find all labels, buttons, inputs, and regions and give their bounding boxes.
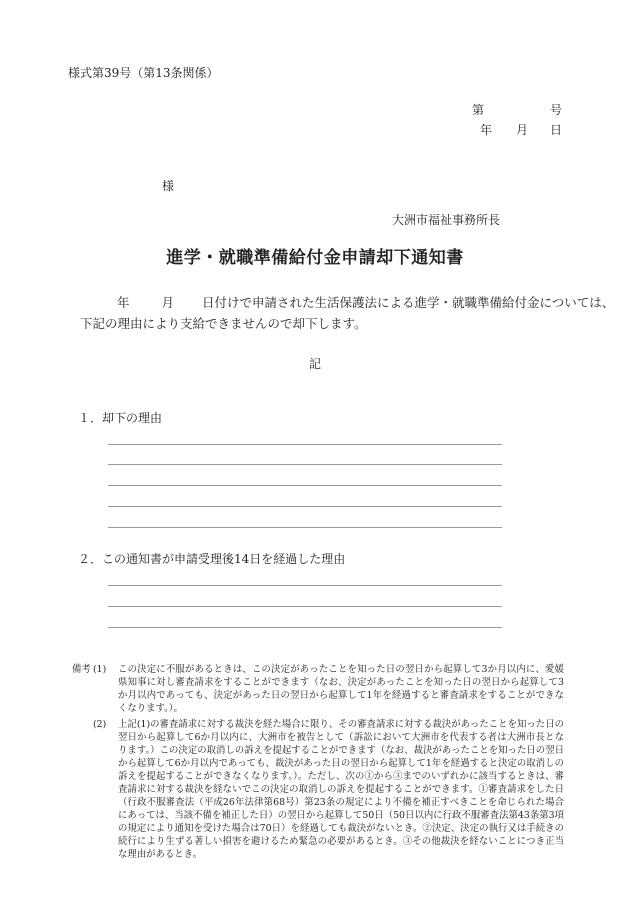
note-2 xyxy=(72,718,564,861)
note-1-text: この決定に不服があるときは、この決定があったことを知った日の翌日から起算して3か月以内に、愛媛県知事に対し審査請求をすることができます（なお、決定があったことを知った日の翌日から起算して3か月以内であっても、決定があった日の翌日から起算して1年を経過すると審査請求をすることができなくなります。）。 xyxy=(118,664,564,714)
reason-line xyxy=(108,485,502,486)
date-day: 日 xyxy=(550,123,563,137)
body-line-1 xyxy=(117,293,614,311)
date-year: 年 xyxy=(480,123,493,137)
form-number: 様式第39号（第13条関係） xyxy=(68,66,219,80)
notes-section xyxy=(72,663,564,861)
body-line1-rest: 日付けで申請された生活保護法による進学・就職準備給付金については、 xyxy=(202,295,615,310)
document-title: 進学・就職準備給付金申請却下通知書 xyxy=(166,248,464,268)
section-2-heading: ２．この通知書が申請受理後14日を経過した理由 xyxy=(78,552,346,566)
addressee: 様 xyxy=(162,179,175,193)
section-1-heading: １．却下の理由 xyxy=(78,411,163,425)
ki-heading: 記 xyxy=(308,357,321,371)
note-2-mark: (2) xyxy=(93,719,107,730)
delay-reason-line xyxy=(108,606,502,607)
note-1-mark: (1) xyxy=(93,664,107,675)
note-1 xyxy=(72,663,564,715)
delay-reason-line xyxy=(108,585,502,586)
delay-reason-line xyxy=(108,627,502,628)
body-month: 月 xyxy=(161,295,175,310)
doc-number-suffix: 号 xyxy=(550,103,563,117)
reason-line xyxy=(108,506,502,507)
doc-number-prefix: 第 xyxy=(472,103,485,117)
reason-line xyxy=(108,444,502,445)
body-year: 年 xyxy=(117,295,130,310)
reason-line xyxy=(108,527,502,528)
issuer: 大洲市福祉事務所長 xyxy=(391,213,500,227)
date-month: 月 xyxy=(516,123,529,137)
reason-line xyxy=(108,464,502,465)
note-2-text: 上記(1)の審査請求に対する裁決を経た場合に限り、その審査請求に対する裁決があったことを知った日の翌日から起算して6か月以内に、大洲市を被告として（訴訟において大洲市を代表する者は大洲市長となります。）この決定の取消しの訴えを提起することができます（なお、裁決があったことを知った日の翌日から起算して6か月以内であっても、裁決があった日の翌日から起算して1年を経過すると決定の取消しの訴えを提起することができなくなります。）。ただし、次の①から③までのいずれかに該当するときは、審査請求に対する裁決を経ないでこの決定の取消しの訴えを提起することができます。①審査請求をした日（行政不服審査法（平成26年法律第68号）第23条の規定により不備を補正すべきことを命じられた場合にあっては、当該不備を補正した日）の翌日から起算して50日（50日以内に行政不服審査法第43条第3項の規定により通知を受けた場合は70日）を経過しても裁決がないとき。②決定、決定の執行又は手続きの続行により生ずる著しい損害を避けるため緊急の必要があるとき。③その他裁決を経ないことにつき正当な理由があるとき。 xyxy=(118,719,564,860)
body-line-2: 下記の理由により支給できませんので却下します。 xyxy=(80,316,367,331)
notes-label: 備考 xyxy=(72,664,91,675)
